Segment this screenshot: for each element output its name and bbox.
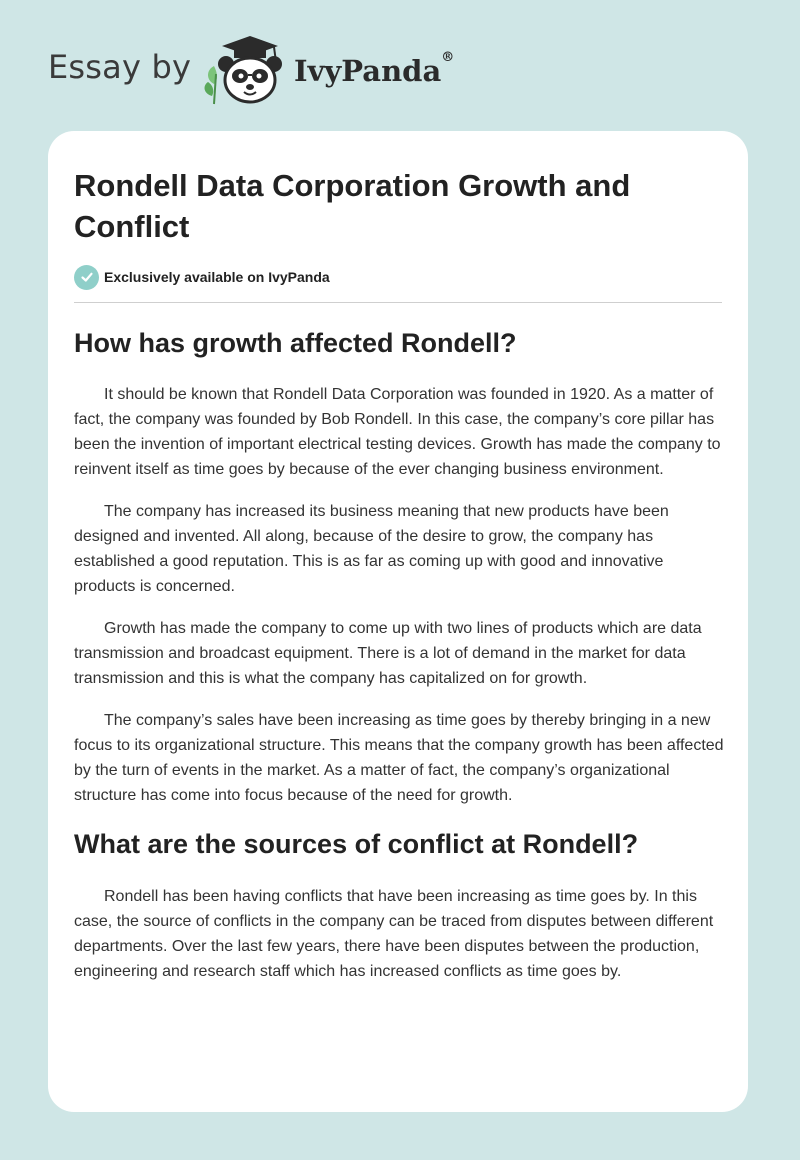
section-heading: How has growth affected Rondell? bbox=[74, 328, 517, 358]
panda-graduate-icon[interactable] bbox=[200, 34, 290, 108]
article-title: Rondell Data Corporation Growth and Conflict bbox=[74, 168, 631, 244]
exclusive-badge bbox=[74, 264, 330, 290]
paragraph: It should be known that Rondell Data Corporation was founded in 1920. As a matter of fact, the company was founded by Bob Rondell. In this case, the company’s core pillar has been the invention of important electrical testing devices. Growth has made the company to reinvent itself as time goes by because of the ever changing business environment. bbox=[74, 386, 721, 478]
divider bbox=[74, 302, 722, 303]
check-circle-icon bbox=[74, 265, 99, 290]
article-card bbox=[48, 131, 748, 1112]
paragraph: The company’s sales have been increasing as time goes by thereby bringing in a new focus to its organizational structure. This means that the company growth has been affected by the turn of events in the market. As a matter of fact, the company’s organizational structure has come into focus because of the need for growth. bbox=[74, 712, 724, 804]
essay-by-label: Essay by bbox=[48, 48, 192, 86]
exclusive-text: Exclusively available on IvyPanda bbox=[104, 269, 330, 285]
registered-mark: ® bbox=[441, 50, 455, 65]
paragraph: The company has increased its business meaning that new products have been designed and invented. All along, because of the desire to grow, the company has established a good reputation. This is as far as coming up with good and innovative products is concerned. bbox=[74, 503, 669, 595]
article-body bbox=[74, 324, 724, 984]
paragraph: Rondell has been having conflicts that have been increasing as time goes by. In this case, the source of conflicts in the company can be traced from disputes between different departments. Over the last few years, there have been disputes between the production, engineering and research staff which has increased conflicts as time goes by. bbox=[74, 888, 714, 980]
brand-name-text: IvyPanda bbox=[294, 54, 442, 88]
brand-name[interactable] bbox=[294, 50, 455, 88]
site-header bbox=[0, 0, 800, 120]
section-heading: What are the sources of conflict at Rondell? bbox=[74, 829, 639, 859]
paragraph: Growth has made the company to come up with two lines of products which are data transmission and broadcast equipment. There is a lot of demand in the market for data transmission and this is what the company has capitalized on for growth. bbox=[74, 620, 702, 687]
